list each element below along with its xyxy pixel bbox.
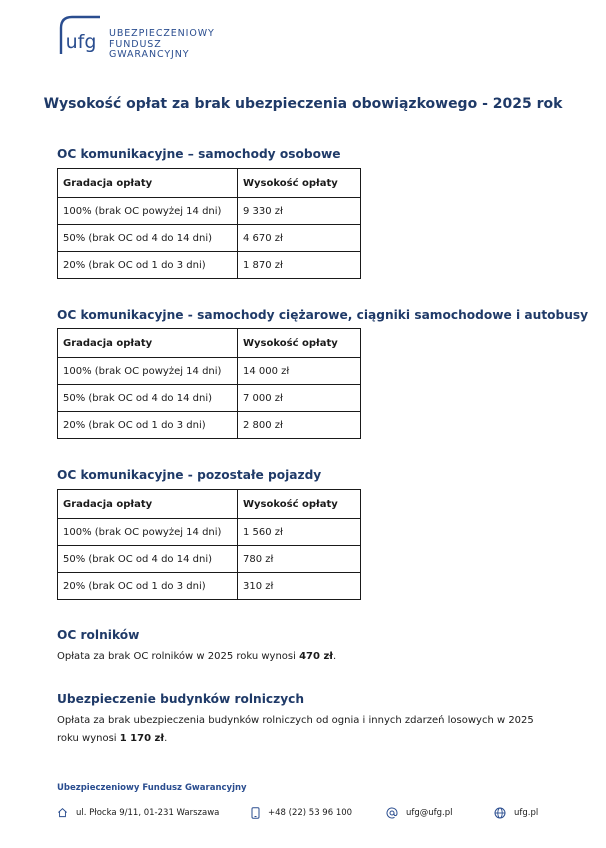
footer-email[interactable]: ufg@ufg.pl — [386, 807, 453, 819]
fee-table-trucks-buses — [57, 328, 361, 439]
column-header-amount: Wysokość opłaty — [238, 169, 361, 198]
page-title: Wysokość opłat za brak ubezpieczenia obowiązkowego - 2025 rok — [43, 96, 563, 112]
gradation-cell: 20% (brak OC od 1 do 3 dni) — [58, 573, 238, 600]
gradation-cell: 20% (brak OC od 1 do 3 dni) — [58, 252, 238, 279]
gradation-cell: 20% (brak OC od 1 do 3 dni) — [58, 412, 238, 439]
gradation-cell: 50% (brak OC od 4 do 14 dni) — [58, 225, 238, 252]
gradation-cell: 100% (brak OC powyżej 14 dni) — [58, 358, 238, 385]
amount-cell: 1 560 zł — [238, 519, 361, 546]
farmers-paragraph: Opłata za brak OC rolników w 2025 roku wynosi 470 zł. — [57, 651, 337, 662]
footer-website[interactable]: ufg.pl — [494, 807, 538, 819]
amount-cell: 1 870 zł — [238, 252, 361, 279]
gradation-cell: 50% (brak OC od 4 do 14 dni) — [58, 385, 238, 412]
amount-cell: 780 zł — [238, 546, 361, 573]
amount-cell: 310 zł — [238, 573, 361, 600]
amount-cell: 4 670 zł — [238, 225, 361, 252]
amount-cell: 2 800 zł — [238, 412, 361, 439]
section-heading-farm-buildings: Ubezpieczenie budynków rolniczych — [57, 692, 305, 706]
table-header-row — [58, 329, 361, 358]
ufg-logo — [57, 14, 215, 61]
gradation-cell: 100% (brak OC powyżej 14 dni) — [58, 198, 238, 225]
table-row — [58, 573, 361, 600]
fee-table-passenger-cars — [57, 168, 361, 279]
section-heading-farmers: OC rolników — [57, 628, 140, 642]
table-row — [58, 252, 361, 279]
section-heading-other-vehicles: OC komunikacyjne - pozostałe pojazdy — [57, 468, 322, 482]
section-heading-passenger-cars: OC komunikacyjne – samochody osobowe — [57, 147, 341, 161]
amount-cell: 7 000 zł — [238, 385, 361, 412]
column-header-amount: Wysokość opłaty — [238, 329, 361, 358]
table-row — [58, 358, 361, 385]
column-header-amount: Wysokość opłaty — [238, 490, 361, 519]
at-icon — [386, 807, 398, 819]
table-row — [58, 385, 361, 412]
fee-table-other-vehicles — [57, 489, 361, 600]
table-row — [58, 519, 361, 546]
globe-icon — [494, 807, 506, 819]
farm-buildings-paragraph: Opłata za brak ubezpieczenia budynków rolniczych od ognia i innych zdarzeń losowych w 2025 roku wynosi 1 170 zł. — [57, 715, 534, 744]
farm-buildings-amount: 1 170 zł — [119, 733, 165, 744]
ufg-logo-mark — [57, 14, 103, 60]
farmers-amount: 470 zł — [299, 651, 333, 662]
phone-icon — [251, 807, 260, 819]
footer-address: ul. Płocka 9/11, 01-231 Warszawa — [57, 807, 219, 818]
footer-phone[interactable]: +48 (22) 53 96 100 — [251, 807, 352, 819]
table-row — [58, 412, 361, 439]
ufg-logo-text: UBEZPIECZENIOWY FUNDUSZ GWARANCYJNY — [109, 28, 215, 60]
table-header-row — [58, 169, 361, 198]
footer-org-name: Ubezpieczeniowy Fundusz Gwarancyjny — [57, 783, 247, 793]
column-header-gradation: Gradacja opłaty — [58, 490, 238, 519]
section-heading-trucks-buses: OC komunikacyjne - samochody ciężarowe, ciągniki samochodowe i autobusy — [57, 308, 589, 322]
svg-text:ufg: ufg — [65, 31, 97, 53]
column-header-gradation: Gradacja opłaty — [58, 329, 238, 358]
column-header-gradation: Gradacja opłaty — [58, 169, 238, 198]
table-row — [58, 546, 361, 573]
amount-cell: 14 000 zł — [238, 358, 361, 385]
gradation-cell: 100% (brak OC powyżej 14 dni) — [58, 519, 238, 546]
amount-cell: 9 330 zł — [238, 198, 361, 225]
table-row — [58, 198, 361, 225]
table-header-row — [58, 490, 361, 519]
home-icon — [57, 807, 68, 818]
gradation-cell: 50% (brak OC od 4 do 14 dni) — [58, 546, 238, 573]
table-row — [58, 225, 361, 252]
